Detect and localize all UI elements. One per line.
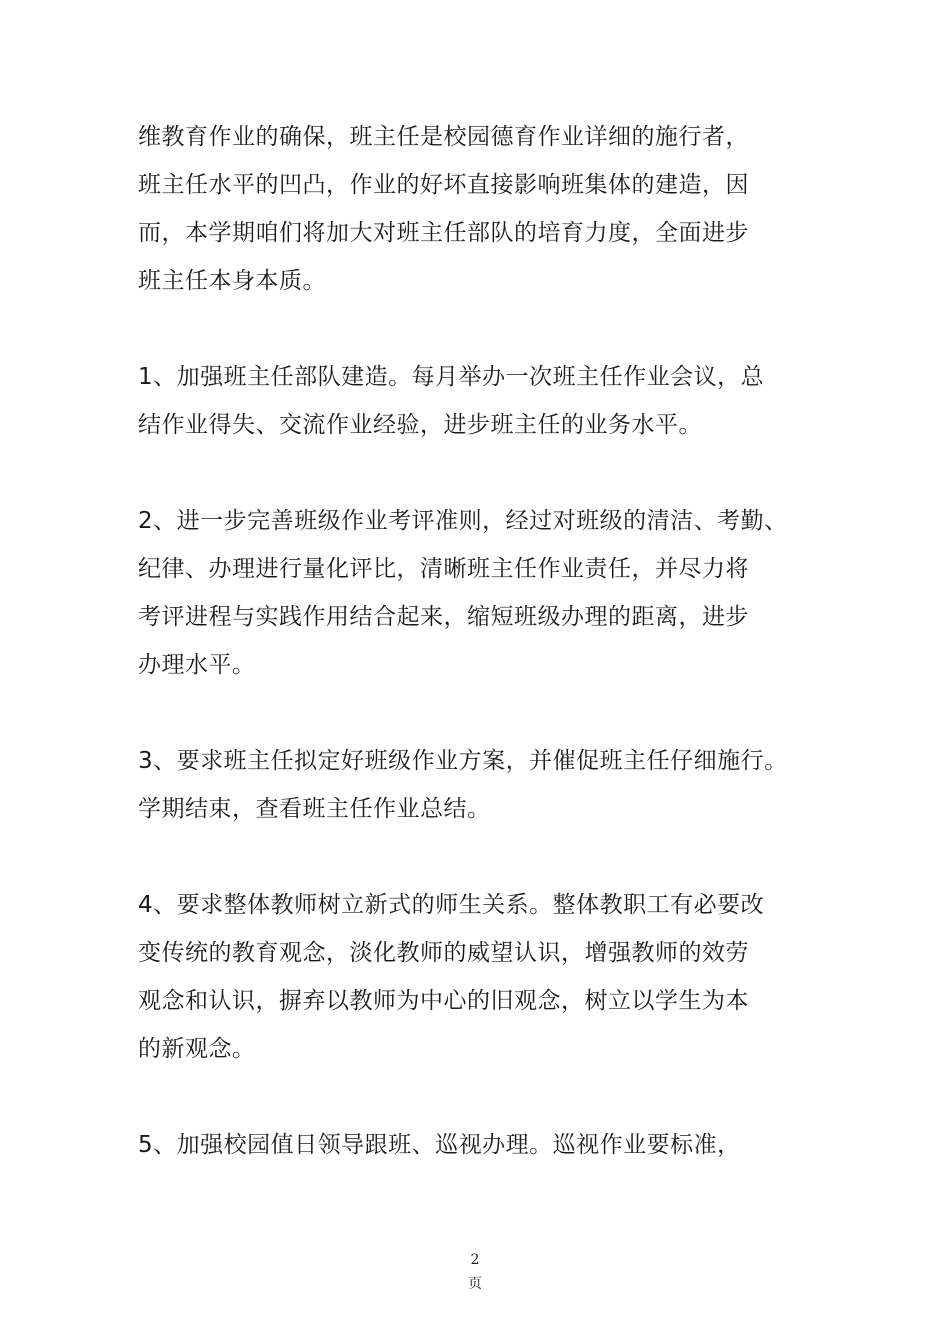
text-line: 考评进程与实践作用结合起来，缩短班级办理的距离，进步 [138, 604, 749, 630]
text-line: 学期结束，查看班主任作业总结。 [138, 796, 491, 822]
text-line: 1、加强班主任部队建造。每月举办一次班主任作业会议，总 [138, 364, 765, 390]
text-line: 3、要求班主任拟定好班级作业方案，并催促班主任仔细施行。 [138, 748, 788, 774]
paragraph-item-2 [138, 497, 858, 689]
paragraph-gap [138, 449, 858, 497]
text-line: 结作业得失、交流作业经验，进步班主任的业务水平。 [138, 412, 702, 438]
paragraph-gap [138, 833, 858, 881]
text-line: 的新观念。 [138, 1036, 256, 1062]
text-line: 班主任本身本质。 [138, 268, 326, 294]
page-unit-label: 页 [468, 1276, 482, 1292]
text-line: 纪律、办理进行量化评比，清晰班主任作业责任，并尽力将 [138, 556, 749, 582]
paragraph-item-4 [138, 881, 858, 1073]
paragraph-item-3 [138, 737, 858, 833]
paragraph-gap [138, 689, 858, 737]
paragraph-item-5 [138, 1121, 858, 1169]
text-line: 2、进一步完善班级作业考评准则，经过对班级的清洁、考勤、 [138, 508, 788, 534]
paragraph-item-1 [138, 353, 858, 449]
text-line: 班主任水平的凹凸，作业的好坏直接影响班集体的建造，因 [138, 172, 749, 198]
page-number: 2 [470, 1252, 480, 1268]
text-line: 观念和认识，摒弃以教师为中心的旧观念，树立以学生为本 [138, 988, 749, 1014]
text-line: 变传统的教育观念，淡化教师的威望认识，增强教师的效劳 [138, 940, 749, 966]
document-body [138, 113, 858, 1169]
paragraph-gap [138, 305, 858, 353]
text-line: 5、加强校园值日领导跟班、巡视办理。巡视作业要标准， [138, 1132, 741, 1158]
text-line: 办理水平。 [138, 652, 256, 678]
text-line: 而，本学期咱们将加大对班主任部队的培育力度，全面进步 [138, 220, 749, 246]
text-line: 4、要求整体教师树立新式的师生关系。整体教职工有必要改 [138, 892, 765, 918]
paragraph-intro [138, 113, 858, 305]
paragraph-gap [138, 1073, 858, 1121]
text-line: 维教育作业的确保，班主任是校园德育作业详细的施行者， [138, 124, 749, 150]
